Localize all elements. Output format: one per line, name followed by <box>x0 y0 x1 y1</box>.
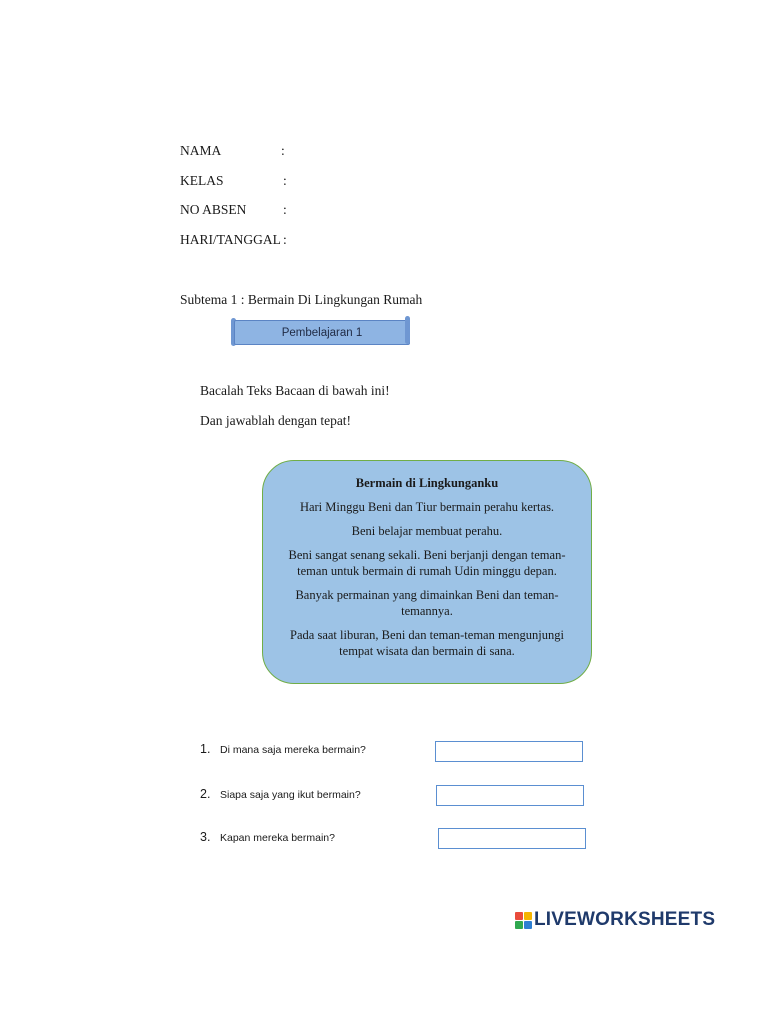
story-box <box>262 460 592 684</box>
question-1-text: Di mana saja mereka bermain? <box>220 744 366 756</box>
answer-2-input[interactable] <box>436 785 584 806</box>
answer-1-input[interactable] <box>435 741 583 762</box>
logo-square-red <box>515 912 523 920</box>
logo-text: LIVEWORKSHEETS <box>534 909 716 930</box>
logo-square-yellow <box>524 912 532 920</box>
field-colon-kelas: : <box>283 173 287 188</box>
logo-square-blue <box>524 921 532 929</box>
field-label-hari-tanggal: HARI/TANGGAL <box>180 232 281 247</box>
instruction-answer: Dan jawablah dengan tepat! <box>200 413 352 428</box>
subtema-title: Subtema 1 : Bermain Di Lingkungan Rumah <box>180 292 423 307</box>
question-3-text: Kapan mereka bermain? <box>220 832 335 844</box>
story-paragraph: Banyak permainan yang dimainkan Beni dan teman-temannya. <box>295 588 559 618</box>
field-label-no-absen: NO ABSEN <box>180 202 247 217</box>
answer-3-input[interactable] <box>438 828 586 849</box>
liveworksheets-logo-icon <box>515 912 532 929</box>
story-title: Bermain di Lingkunganku <box>355 476 499 490</box>
story-paragraph: Pada saat liburan, Beni dan teman-teman mengunjungi tempat wisata dan bermain di sana. <box>290 628 564 658</box>
field-label-kelas: KELAS <box>180 173 224 188</box>
story-paragraph: Beni sangat senang sekali. Beni berjanji dengan teman-teman untuk bermain di rumah Udin minggu depan. <box>288 548 566 578</box>
lesson-banner-label: Pembelajaran 1 <box>281 326 363 339</box>
question-2-text: Siapa saja yang ikut bermain? <box>220 789 361 801</box>
field-label-nama: NAMA <box>180 143 222 158</box>
field-colon-hari-tanggal: : <box>283 232 287 247</box>
instruction-read: Bacalah Teks Bacaan di bawah ini! <box>200 383 390 398</box>
question-1-number: 1. <box>200 742 211 756</box>
story-paragraph: Hari Minggu Beni dan Tiur bermain perahu kertas. <box>299 500 555 514</box>
liveworksheets-logo <box>515 909 715 931</box>
lesson-banner <box>234 320 410 345</box>
banner-scroll-right <box>405 316 410 344</box>
story-paragraph: Beni belajar membuat perahu. <box>351 524 503 538</box>
field-colon-no-absen: : <box>283 202 287 217</box>
question-3-number: 3. <box>200 830 211 844</box>
field-colon-nama: : <box>281 143 285 158</box>
question-2-number: 2. <box>200 787 211 801</box>
logo-square-green <box>515 921 523 929</box>
